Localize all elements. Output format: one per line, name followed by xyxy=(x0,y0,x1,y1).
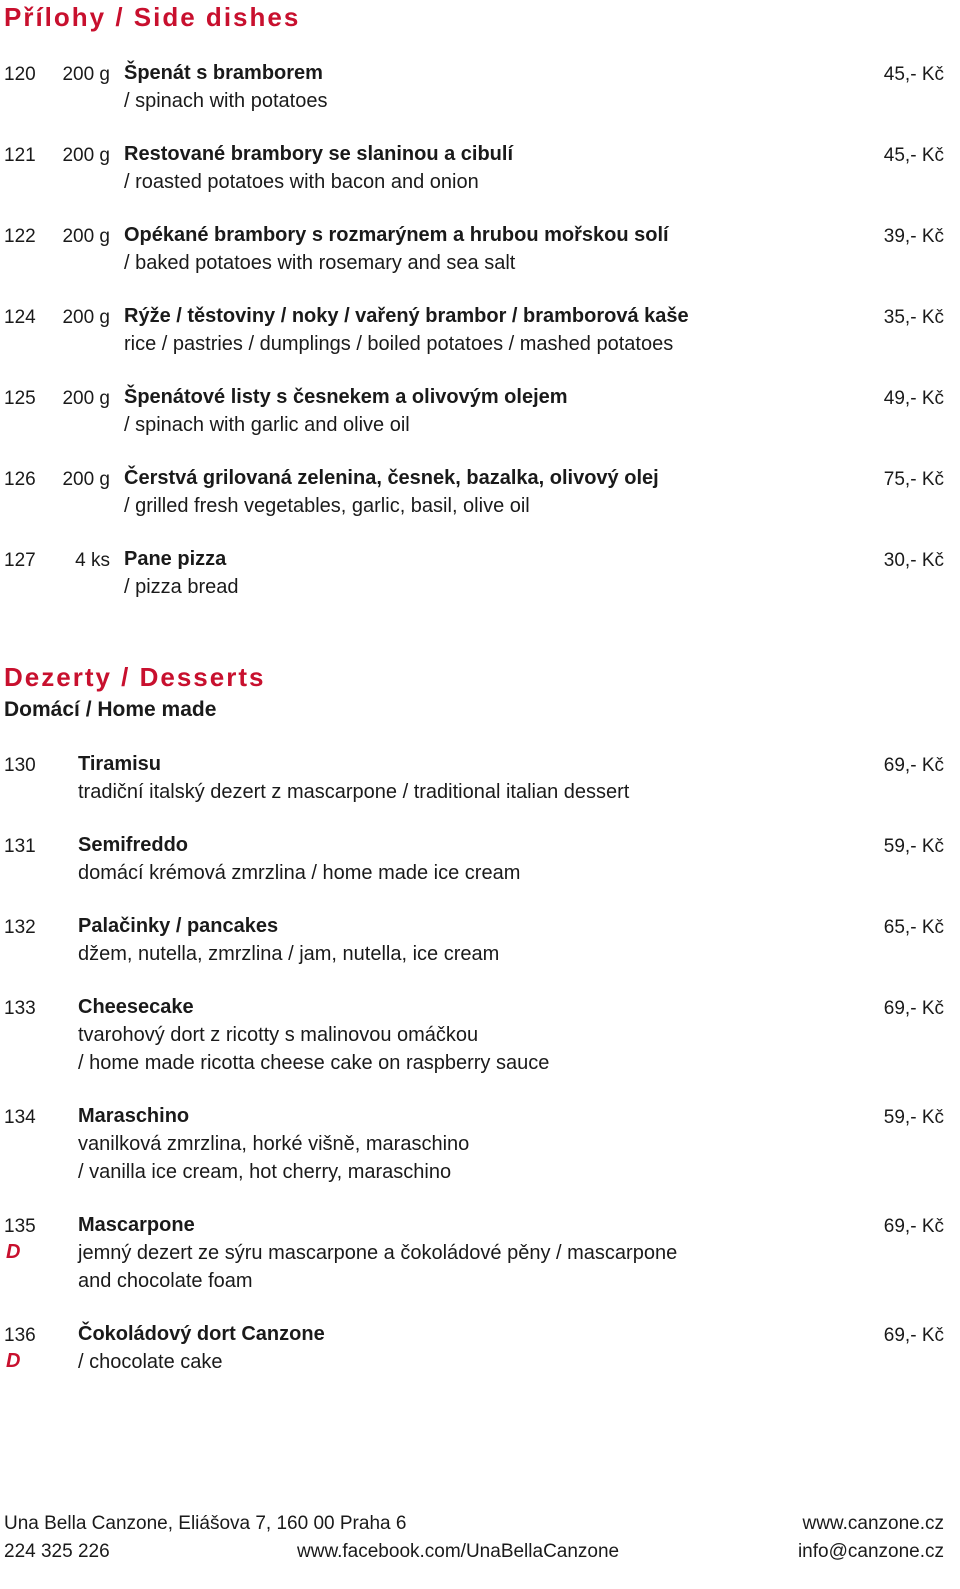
footer-address: Una Bella Canzone, Eliášova 7, 160 00 Praha 6 xyxy=(4,1513,407,1534)
item-price: 59,- Kč xyxy=(883,836,944,857)
footer-website-link[interactable]: www.canzone.cz xyxy=(802,1513,944,1534)
item-number: 133 xyxy=(4,998,36,1019)
item-number: 130 xyxy=(4,755,36,776)
item-number: 127 xyxy=(4,550,36,571)
item-price: 69,- Kč xyxy=(883,1216,944,1237)
item-price: 39,- Kč xyxy=(883,226,944,247)
item-price: 49,- Kč xyxy=(883,388,944,409)
footer-phone: 224 325 226 xyxy=(4,1541,110,1562)
item-number: 126 xyxy=(4,469,36,490)
item-name: Opékané brambory s rozmarýnem a hrubou mořskou solí xyxy=(124,224,669,246)
item-description: / roasted potatoes with bacon and onion xyxy=(124,171,479,193)
item-quantity: 200 g xyxy=(62,145,110,166)
item-number: 121 xyxy=(4,145,36,166)
dietary-mark: D xyxy=(6,1241,21,1263)
item-quantity: 200 g xyxy=(62,64,110,85)
item-price: 30,- Kč xyxy=(883,550,944,571)
item-quantity: 200 g xyxy=(62,307,110,328)
item-number: 132 xyxy=(4,917,36,938)
item-number: 134 xyxy=(4,1107,36,1128)
item-quantity: 4 ks xyxy=(75,550,110,571)
item-description: džem, nutella, zmrzlina / jam, nutella, ice cream xyxy=(78,943,500,965)
item-number: 136 xyxy=(4,1325,36,1346)
item-description: jemný dezert ze sýru mascarpone a čokoládové pěny / mascarpone and chocolate foam xyxy=(78,1242,678,1292)
item-name: Rýže / těstoviny / noky / vařený brambor / bramborová kaše xyxy=(124,305,689,327)
item-name: Mascarpone xyxy=(78,1214,195,1236)
item-number: 131 xyxy=(4,836,36,857)
item-description: / spinach with potatoes xyxy=(124,90,328,112)
item-name: Palačinky / pancakes xyxy=(78,915,279,937)
item-number: 122 xyxy=(4,226,36,247)
item-description: / baked potatoes with rosemary and sea salt xyxy=(124,252,516,274)
item-price: 35,- Kč xyxy=(883,307,944,328)
item-description: / spinach with garlic and olive oil xyxy=(124,414,410,436)
item-number: 124 xyxy=(4,307,36,328)
item-price: 45,- Kč xyxy=(883,145,944,166)
item-price: 69,- Kč xyxy=(883,998,944,1019)
item-description: vanilková zmrzlina, horké višně, maraschino / vanilla ice cream, hot cherry, maraschino xyxy=(78,1133,470,1183)
side-dishes-title: Přílohy / Side dishes xyxy=(4,2,301,32)
item-quantity: 200 g xyxy=(62,388,110,409)
item-price: 69,- Kč xyxy=(883,755,944,776)
item-name: Čerstvá grilovaná zelenina, česnek, bazalka, olivový olej xyxy=(124,467,659,489)
item-description: tvarohový dort z ricotty s malinovou omáčkou / home made ricotta cheese cake on raspberry sauce xyxy=(78,1024,550,1074)
item-description: tradiční italský dezert z mascarpone / traditional italian dessert xyxy=(78,781,630,803)
item-price: 75,- Kč xyxy=(883,469,944,490)
item-name: Špenátové listy s česnekem a olivovým olejem xyxy=(124,386,568,408)
item-name: Čokoládový dort Canzone xyxy=(78,1323,325,1345)
item-price: 65,- Kč xyxy=(883,917,944,938)
item-name: Maraschino xyxy=(78,1105,190,1127)
item-price: 45,- Kč xyxy=(883,64,944,85)
item-quantity: 200 g xyxy=(62,469,110,490)
item-description: rice / pastries / dumplings / boiled potatoes / mashed potatoes xyxy=(124,333,674,355)
footer-email-link[interactable]: info@canzone.cz xyxy=(797,1541,944,1562)
item-name: Špenát s bramborem xyxy=(124,62,323,84)
dietary-mark: D xyxy=(6,1350,21,1372)
footer-facebook-link[interactable]: www.facebook.com/UnaBellaCanzone xyxy=(297,1541,620,1562)
item-name: Restované brambory se slaninou a cibulí xyxy=(124,143,514,165)
item-description: / pizza bread xyxy=(124,576,239,598)
item-quantity: 200 g xyxy=(62,226,110,247)
item-number: 120 xyxy=(4,64,36,85)
item-price: 69,- Kč xyxy=(883,1325,944,1346)
desserts-title: Dezerty / Desserts xyxy=(4,662,266,692)
item-name: Pane pizza xyxy=(124,548,227,570)
item-name: Cheesecake xyxy=(78,996,194,1018)
item-description: domácí krémová zmrzlina / home made ice cream xyxy=(78,862,521,884)
item-number: 135 xyxy=(4,1216,36,1237)
item-number: 125 xyxy=(4,388,36,409)
desserts-subtitle: Domácí / Home made xyxy=(4,698,217,721)
item-description: / grilled fresh vegetables, garlic, basil, olive oil xyxy=(124,495,530,517)
item-price: 59,- Kč xyxy=(883,1107,944,1128)
item-name: Semifreddo xyxy=(78,834,189,856)
item-name: Tiramisu xyxy=(78,753,161,775)
item-description: / chocolate cake xyxy=(78,1351,223,1373)
